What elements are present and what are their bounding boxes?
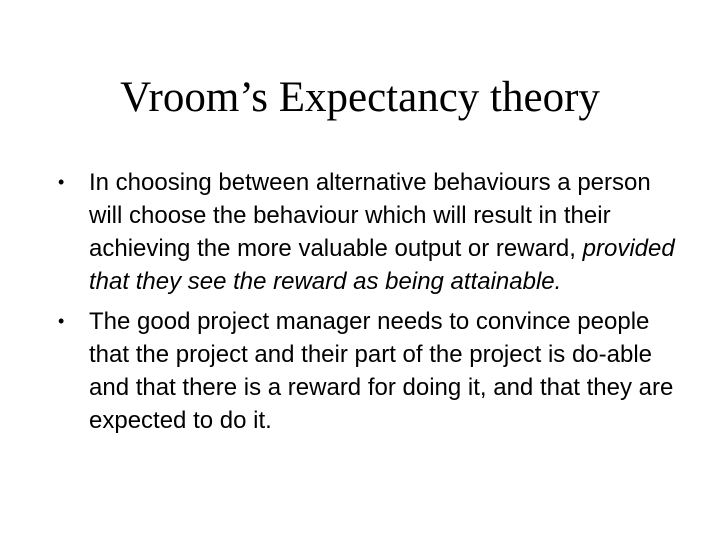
bullet-dot-icon: • bbox=[58, 172, 65, 192]
bullet-item bbox=[56, 166, 676, 298]
bullet-list bbox=[56, 166, 676, 444]
slide-title: Vroom’s Expectancy theory bbox=[120, 74, 600, 121]
bullet-dot-icon: • bbox=[58, 311, 65, 331]
bullet-text: In choosing between alternative behaviours a person will choose the behaviour which will result in their achieving the more valuable output or reward, bbox=[89, 169, 651, 262]
bullet-text-italic: provided that they see the reward as being attainable. bbox=[89, 235, 675, 295]
bullet-text: The good project manager needs to convince people that the project and their part of the project is do-able and that there is a reward for doing it, and that they are expected to do it. bbox=[89, 308, 674, 434]
bullet-item bbox=[56, 305, 676, 437]
